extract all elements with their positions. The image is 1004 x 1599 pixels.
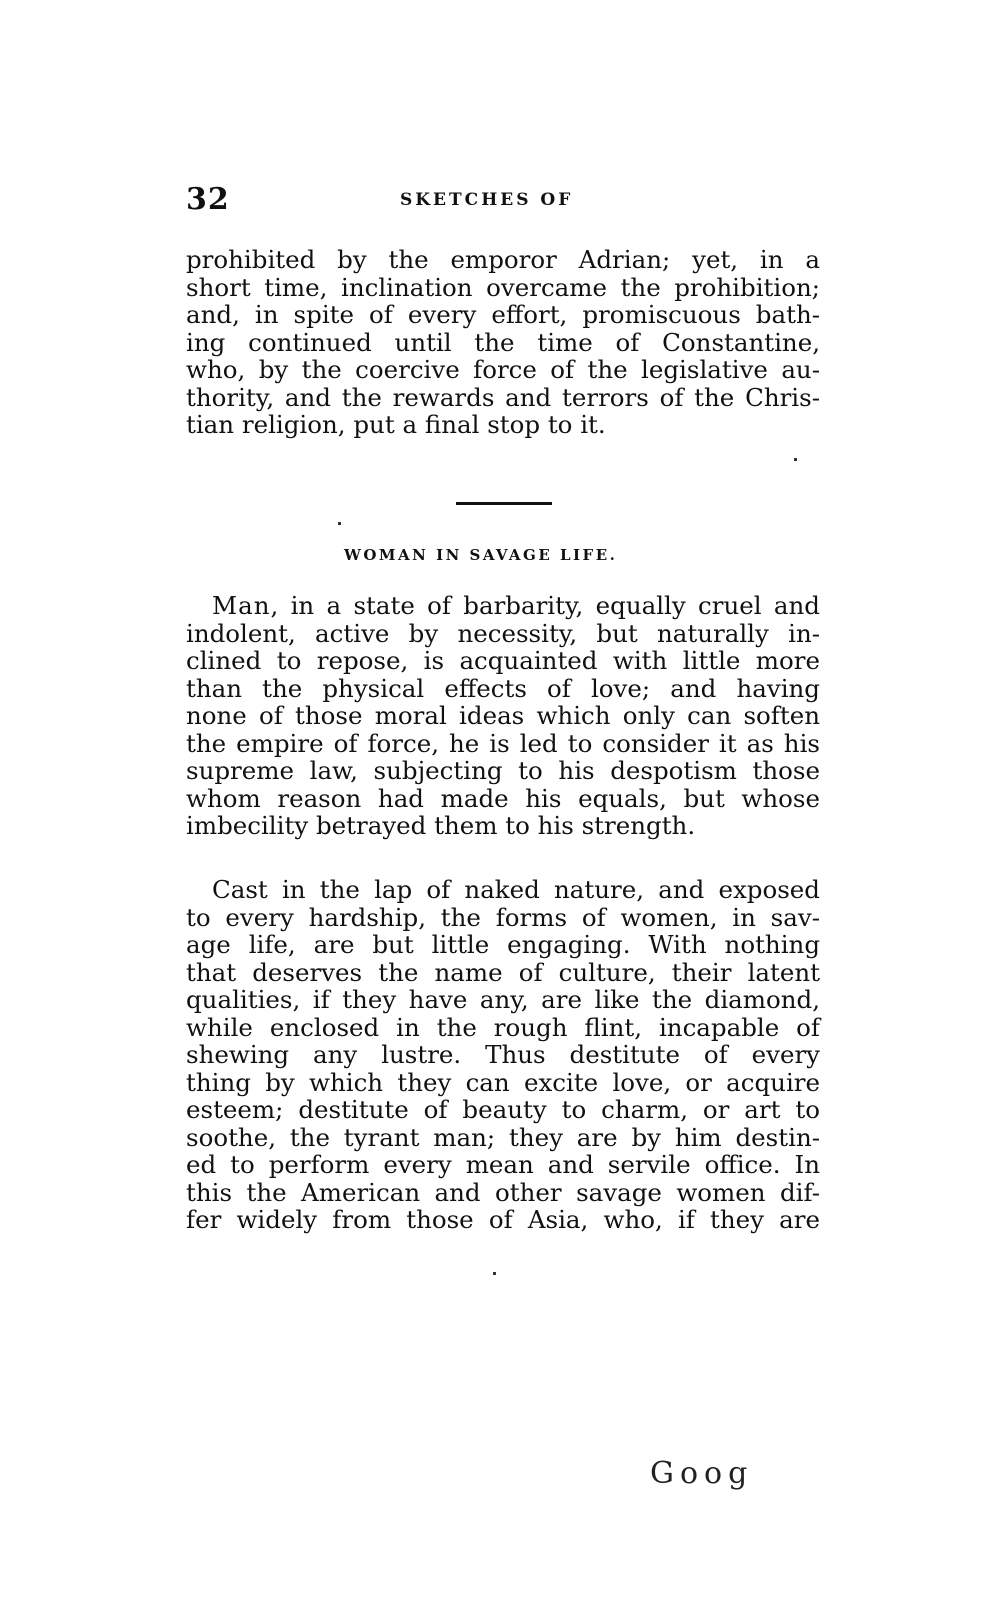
text-line: shewing any lustre. Thus destitute of every (186, 1040, 820, 1069)
text-line: qualities, if they have any, are like the diamond, (186, 985, 820, 1014)
paragraph-2 (186, 592, 820, 840)
text-line: thing by which they can excite love, or acquire (186, 1067, 820, 1097)
text-line: clined to repose, is acquainted with little more (186, 646, 820, 675)
text-line: tian religion, put a final stop to it. (186, 410, 606, 439)
section-heading: WOMAN IN SAVAGE LIFE. (344, 546, 618, 564)
print-speck (794, 458, 797, 461)
text-line: prohibited by the emporor Adrian; yet, in a (186, 245, 820, 274)
section-divider (456, 502, 552, 505)
text-line: this the American and other savage women dif- (186, 1177, 820, 1207)
text-line: the empire of force, he is led to consider it as his (186, 728, 820, 758)
text-line: who, by the coercive force of the legislative au- (186, 355, 820, 384)
text-line: that deserves the name of culture, their latent (186, 957, 820, 987)
text-line: ing continued until the time of Constantine, (186, 327, 820, 357)
text-line: ed to perform every mean and servile office. In (186, 1150, 820, 1179)
text-line: and, in spite of every effort, promiscuous bath- (186, 300, 820, 329)
text-line: supreme law, subjecting to his despotism those (186, 756, 820, 785)
text-line: while enclosed in the rough flint, incapable of (186, 1012, 820, 1042)
text-line: age life, are but little engaging. With nothing (186, 930, 820, 959)
paragraph-3 (186, 876, 820, 1234)
text-line: imbecility betrayed them to his strength. (186, 811, 696, 840)
running-head: SKETCHES OF (400, 190, 574, 210)
text-line: than the physical effects of love; and having (186, 673, 820, 703)
text-line: Cast in the lap of naked nature, and exposed (212, 875, 820, 904)
text-line: soothe, the tyrant man; they are by him destin- (186, 1122, 820, 1152)
text-line: thority, and the rewards and terrors of the Chris- (186, 382, 820, 412)
page-number: 32 (186, 182, 230, 217)
text-line: short time, inclination overcame the prohibition; (186, 272, 820, 302)
text-line-first (186, 592, 820, 620)
text-line: indolent, active by necessity, but naturally in- (186, 618, 820, 648)
print-speck (338, 522, 341, 525)
scan-watermark: Goog (650, 1456, 754, 1491)
first-line-rest: , in a state of barbarity, equally cruel and (270, 591, 820, 620)
text-line: to every hardship, the forms of women, in sav- (186, 902, 820, 932)
text-line: esteem; destitute of beauty to charm, or art to (186, 1095, 820, 1124)
print-speck (493, 1272, 496, 1275)
lead-word: Man (212, 591, 271, 620)
text-line: fer widely from those of Asia, who, if they are (186, 1205, 820, 1234)
text-line: whom reason had made his equals, but whose (186, 783, 820, 813)
text-line: none of those moral ideas which only can soften (186, 701, 820, 730)
paragraph-1 (186, 246, 820, 439)
